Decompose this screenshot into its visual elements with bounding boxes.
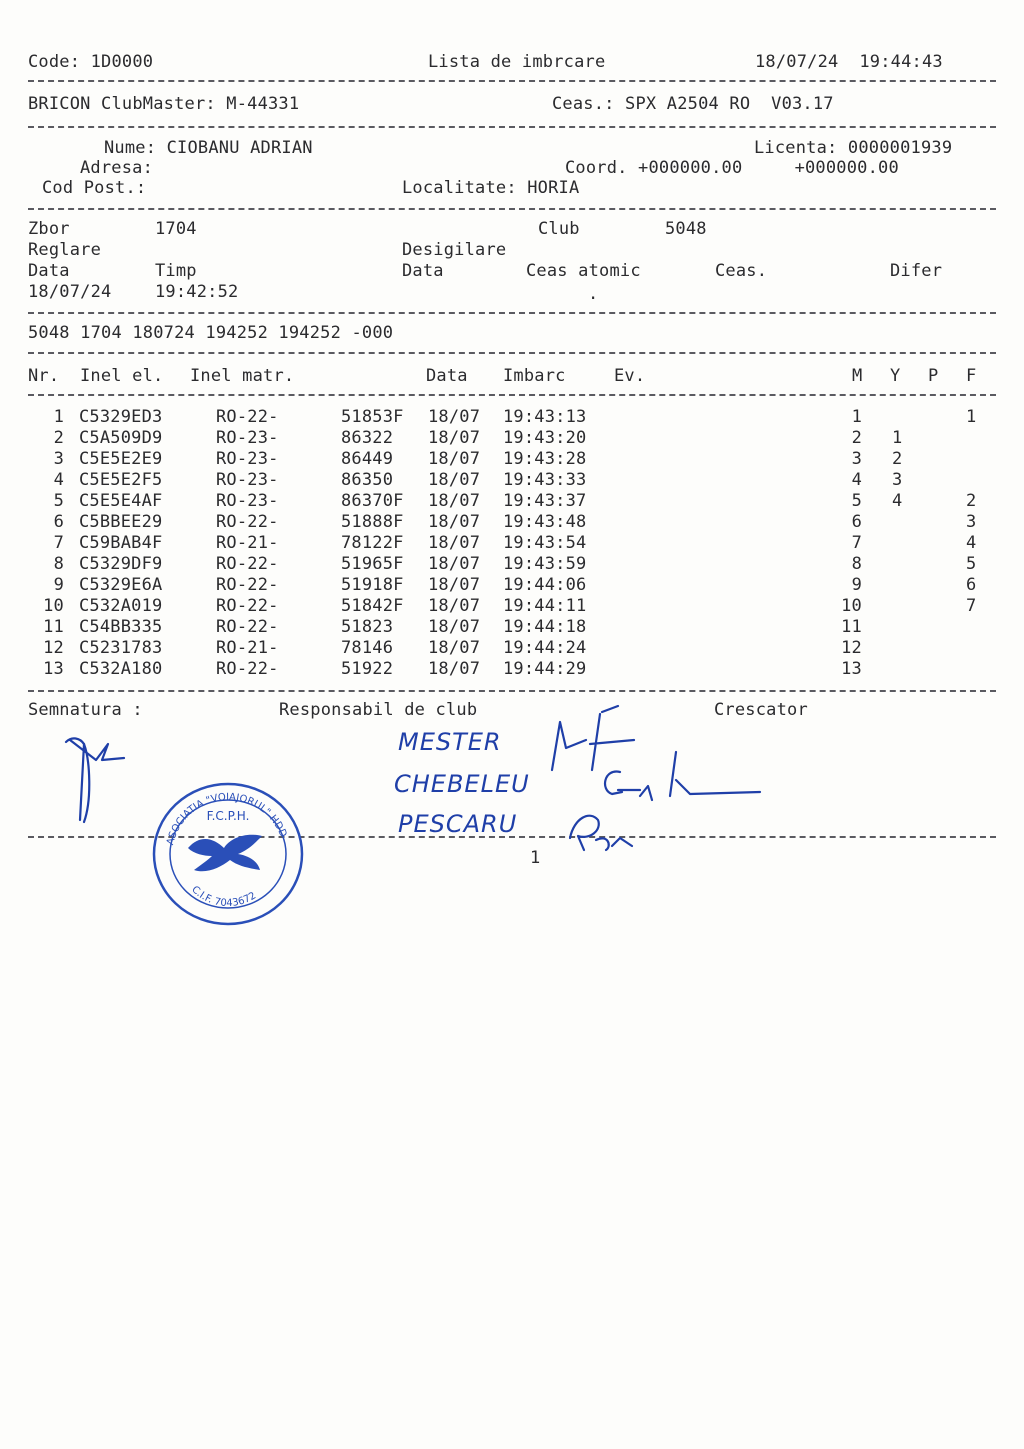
cell-data: 18/07: [428, 470, 481, 490]
divider: [28, 126, 996, 128]
col-header-inel-el: Inel el.: [80, 366, 164, 386]
cell-data: 18/07: [428, 428, 481, 448]
cell-f: 6: [966, 575, 977, 595]
dove-icon: [188, 835, 262, 872]
cell-inel-el: C5BBEE29: [79, 512, 163, 532]
flight-label: Zbor: [28, 219, 70, 239]
cell-f: 4: [966, 533, 977, 553]
cell-data: 18/07: [428, 533, 481, 553]
flight-code-line: 5048 1704 180724 194252 194252 -000: [28, 323, 394, 343]
club-responsible-label: Responsabil de club: [279, 700, 478, 720]
divider: [28, 352, 996, 354]
cell-y: 2: [892, 449, 903, 469]
cell-nr: 1: [53, 407, 64, 427]
cell-matr: 51842F: [341, 596, 404, 616]
cell-inel-el: C5329DF9: [79, 554, 163, 574]
cell-time: 19:43:20: [503, 428, 587, 448]
cell-y: 1: [892, 428, 903, 448]
cell-matr: 78122F: [341, 533, 404, 553]
cell-m: 1: [851, 407, 862, 427]
cell-time: 19:44:11: [503, 596, 587, 616]
cell-time: 19:43:54: [503, 533, 587, 553]
cell-matr: 78146: [341, 638, 394, 658]
breeder-label: Crescator: [714, 700, 808, 720]
cell-nr: 13: [43, 659, 64, 679]
handwritten-name-mester: MESTER: [398, 728, 502, 756]
table-row: [0, 533, 1024, 554]
signature-chebeleu: [605, 752, 760, 800]
cell-prefix: RO-23-: [216, 428, 279, 448]
cell-prefix: RO-21-: [216, 638, 279, 658]
cell-m: 10: [841, 596, 862, 616]
cell-nr: 6: [53, 512, 64, 532]
cell-prefix: RO-22-: [216, 512, 279, 532]
cell-m: 11: [841, 617, 862, 637]
cell-time: 19:43:13: [503, 407, 587, 427]
cell-m: 7: [851, 533, 862, 553]
cell-prefix: RO-23-: [216, 449, 279, 469]
col-header-m: M: [852, 366, 863, 386]
cell-m: 9: [851, 575, 862, 595]
license-number: Licenta: 0000001939: [754, 138, 953, 158]
divider: [28, 312, 996, 314]
clubmaster-id: BRICON ClubMaster: M-44331: [28, 94, 300, 114]
signature-label: Semnatura :: [28, 700, 143, 720]
cell-inel-el: C5329ED3: [79, 407, 163, 427]
cell-inel-el: C5E5E2E9: [79, 449, 163, 469]
divider: [28, 80, 996, 82]
cell-data: 18/07: [428, 554, 481, 574]
cell-data: 18/07: [428, 638, 481, 658]
cell-matr: 86370F: [341, 491, 404, 511]
cell-f: 3: [966, 512, 977, 532]
cell-prefix: RO-23-: [216, 470, 279, 490]
cell-matr: 51823: [341, 617, 394, 637]
cell-m: 6: [851, 512, 862, 532]
table-row: [0, 449, 1024, 470]
table-row: [0, 659, 1024, 680]
cell-inel-el: C5329E6A: [79, 575, 163, 595]
cell-matr: 51922: [341, 659, 394, 679]
cell-nr: 10: [43, 596, 64, 616]
cell-time: 19:44:06: [503, 575, 587, 595]
cell-inel-el: C532A180: [79, 659, 163, 679]
cell-time: 19:44:18: [503, 617, 587, 637]
cell-matr: 86350: [341, 470, 394, 490]
cell-time: 19:43:59: [503, 554, 587, 574]
cell-data: 18/07: [428, 617, 481, 637]
clock-label: Ceas.: [715, 261, 768, 281]
cell-nr: 4: [53, 470, 64, 490]
club-label: Club: [538, 219, 580, 239]
cell-time: 19:44:29: [503, 659, 587, 679]
cell-time: 19:44:24: [503, 638, 587, 658]
cell-prefix: RO-22-: [216, 575, 279, 595]
code-label: Code: 1D0000: [28, 52, 154, 72]
cell-nr: 3: [53, 449, 64, 469]
signature-mester: [552, 706, 634, 770]
club-number: 5048: [665, 219, 707, 239]
table-row: [0, 554, 1024, 575]
cell-inel-el: C5A509D9: [79, 428, 163, 448]
cell-matr: 51853F: [341, 407, 404, 427]
cell-nr: 9: [53, 575, 64, 595]
association-stamp: [150, 778, 306, 928]
cell-data: 18/07: [428, 659, 481, 679]
cell-prefix: RO-22-: [216, 554, 279, 574]
table-row: [0, 407, 1024, 428]
handwritten-name-pescaru: PESCARU: [398, 810, 518, 838]
cell-time: 19:43:37: [503, 491, 587, 511]
cell-m: 13: [841, 659, 862, 679]
cell-matr: 86322: [341, 428, 394, 448]
adjustment-label: Reglare: [28, 240, 102, 260]
col-header-data: Data: [426, 366, 468, 386]
cell-prefix: RO-21-: [216, 533, 279, 553]
divider: [28, 394, 996, 396]
table-row: [0, 575, 1024, 596]
date-label: Data: [28, 261, 70, 281]
cell-data: 18/07: [428, 491, 481, 511]
col-header-f: F: [966, 366, 977, 386]
cell-inel-el: C5E5E4AF: [79, 491, 163, 511]
divider: [28, 208, 996, 210]
adjustment-time: 19:42:52: [155, 282, 239, 302]
address-label: Adresa:: [80, 158, 154, 178]
col-header-imbarc: Imbarc: [503, 366, 566, 386]
table-row: [0, 491, 1024, 512]
flight-number: 1704: [155, 219, 197, 239]
unsealing-label: Desigilare: [402, 240, 507, 260]
cell-data: 18/07: [428, 596, 481, 616]
stamp-cif: C.I.F. 7043672: [189, 884, 259, 910]
cell-nr: 2: [53, 428, 64, 448]
table-row: [0, 470, 1024, 491]
col-header-inel-matr: Inel matr.: [190, 366, 295, 386]
page-number: 1: [530, 848, 541, 868]
cell-matr: 51888F: [341, 512, 404, 532]
coordinates: Coord. +000000.00 +000000.00: [565, 158, 899, 178]
table-row: [0, 428, 1024, 449]
cell-y: 4: [892, 491, 903, 511]
locality: Localitate: HORIA: [402, 178, 580, 198]
cell-inel-el: C54BB335: [79, 617, 163, 637]
cell-prefix: RO-22-: [216, 659, 279, 679]
stamp-top-text: ASOCIATIA "VOIAJORUL" HDD: [165, 791, 289, 847]
col-header-nr: Nr.: [28, 366, 60, 386]
cell-f: 1: [966, 407, 977, 427]
cell-time: 19:43:48: [503, 512, 587, 532]
cell-prefix: RO-22-: [216, 407, 279, 427]
cell-nr: 11: [43, 617, 64, 637]
cell-inel-el: C5E5E2F5: [79, 470, 163, 490]
col-header-p: P: [928, 366, 939, 386]
signature-pescaru: [570, 816, 632, 850]
cell-f: 5: [966, 554, 977, 574]
cell-m: 2: [851, 428, 862, 448]
col-header-y: Y: [890, 366, 901, 386]
stamp-abbreviation: F.C.P.H.: [206, 809, 250, 823]
difference-label: Difer: [890, 261, 943, 281]
cell-data: 18/07: [428, 407, 481, 427]
cell-prefix: RO-23-: [216, 491, 279, 511]
cell-matr: 51918F: [341, 575, 404, 595]
signature-left: [66, 738, 124, 820]
cell-data: 18/07: [428, 575, 481, 595]
cell-matr: 86449: [341, 449, 394, 469]
cell-m: 5: [851, 491, 862, 511]
dot-mark: .: [588, 284, 599, 304]
cell-data: 18/07: [428, 512, 481, 532]
table-row: [0, 596, 1024, 617]
document-title: Lista de imbrcare: [428, 52, 606, 72]
adjustment-date: 18/07/24: [28, 282, 112, 302]
cell-nr: 5: [53, 491, 64, 511]
cell-m: 8: [851, 554, 862, 574]
postal-code-label: Cod Post.:: [42, 178, 147, 198]
cell-nr: 8: [53, 554, 64, 574]
cell-time: 19:43:33: [503, 470, 587, 490]
cell-nr: 12: [43, 638, 64, 658]
cell-inel-el: C59BAB4F: [79, 533, 163, 553]
col-header-ev: Ev.: [614, 366, 646, 386]
table-row: [0, 512, 1024, 533]
atomic-clock-label: Ceas atomic: [526, 261, 641, 281]
owner-name: Nume: CIOBANU ADRIAN: [104, 138, 313, 158]
cell-nr: 7: [53, 533, 64, 553]
table-row: [0, 638, 1024, 659]
cell-f: 7: [966, 596, 977, 616]
unsealing-date-label: Data: [402, 261, 444, 281]
print-datetime: 18/07/24 19:44:43: [755, 52, 943, 72]
time-label: Timp: [155, 261, 197, 281]
handwritten-name-chebeleu: CHEBELEU: [394, 770, 530, 798]
cell-m: 4: [851, 470, 862, 490]
cell-m: 3: [851, 449, 862, 469]
cell-time: 19:43:28: [503, 449, 587, 469]
cell-inel-el: C532A019: [79, 596, 163, 616]
clock-id: Ceas.: SPX A2504 RO V03.17: [552, 94, 834, 114]
cell-inel-el: C5231783: [79, 638, 163, 658]
divider: [28, 690, 996, 692]
cell-data: 18/07: [428, 449, 481, 469]
table-row: [0, 617, 1024, 638]
cell-prefix: RO-22-: [216, 596, 279, 616]
cell-matr: 51965F: [341, 554, 404, 574]
cell-prefix: RO-22-: [216, 617, 279, 637]
cell-f: 2: [966, 491, 977, 511]
cell-m: 12: [841, 638, 862, 658]
cell-y: 3: [892, 470, 903, 490]
